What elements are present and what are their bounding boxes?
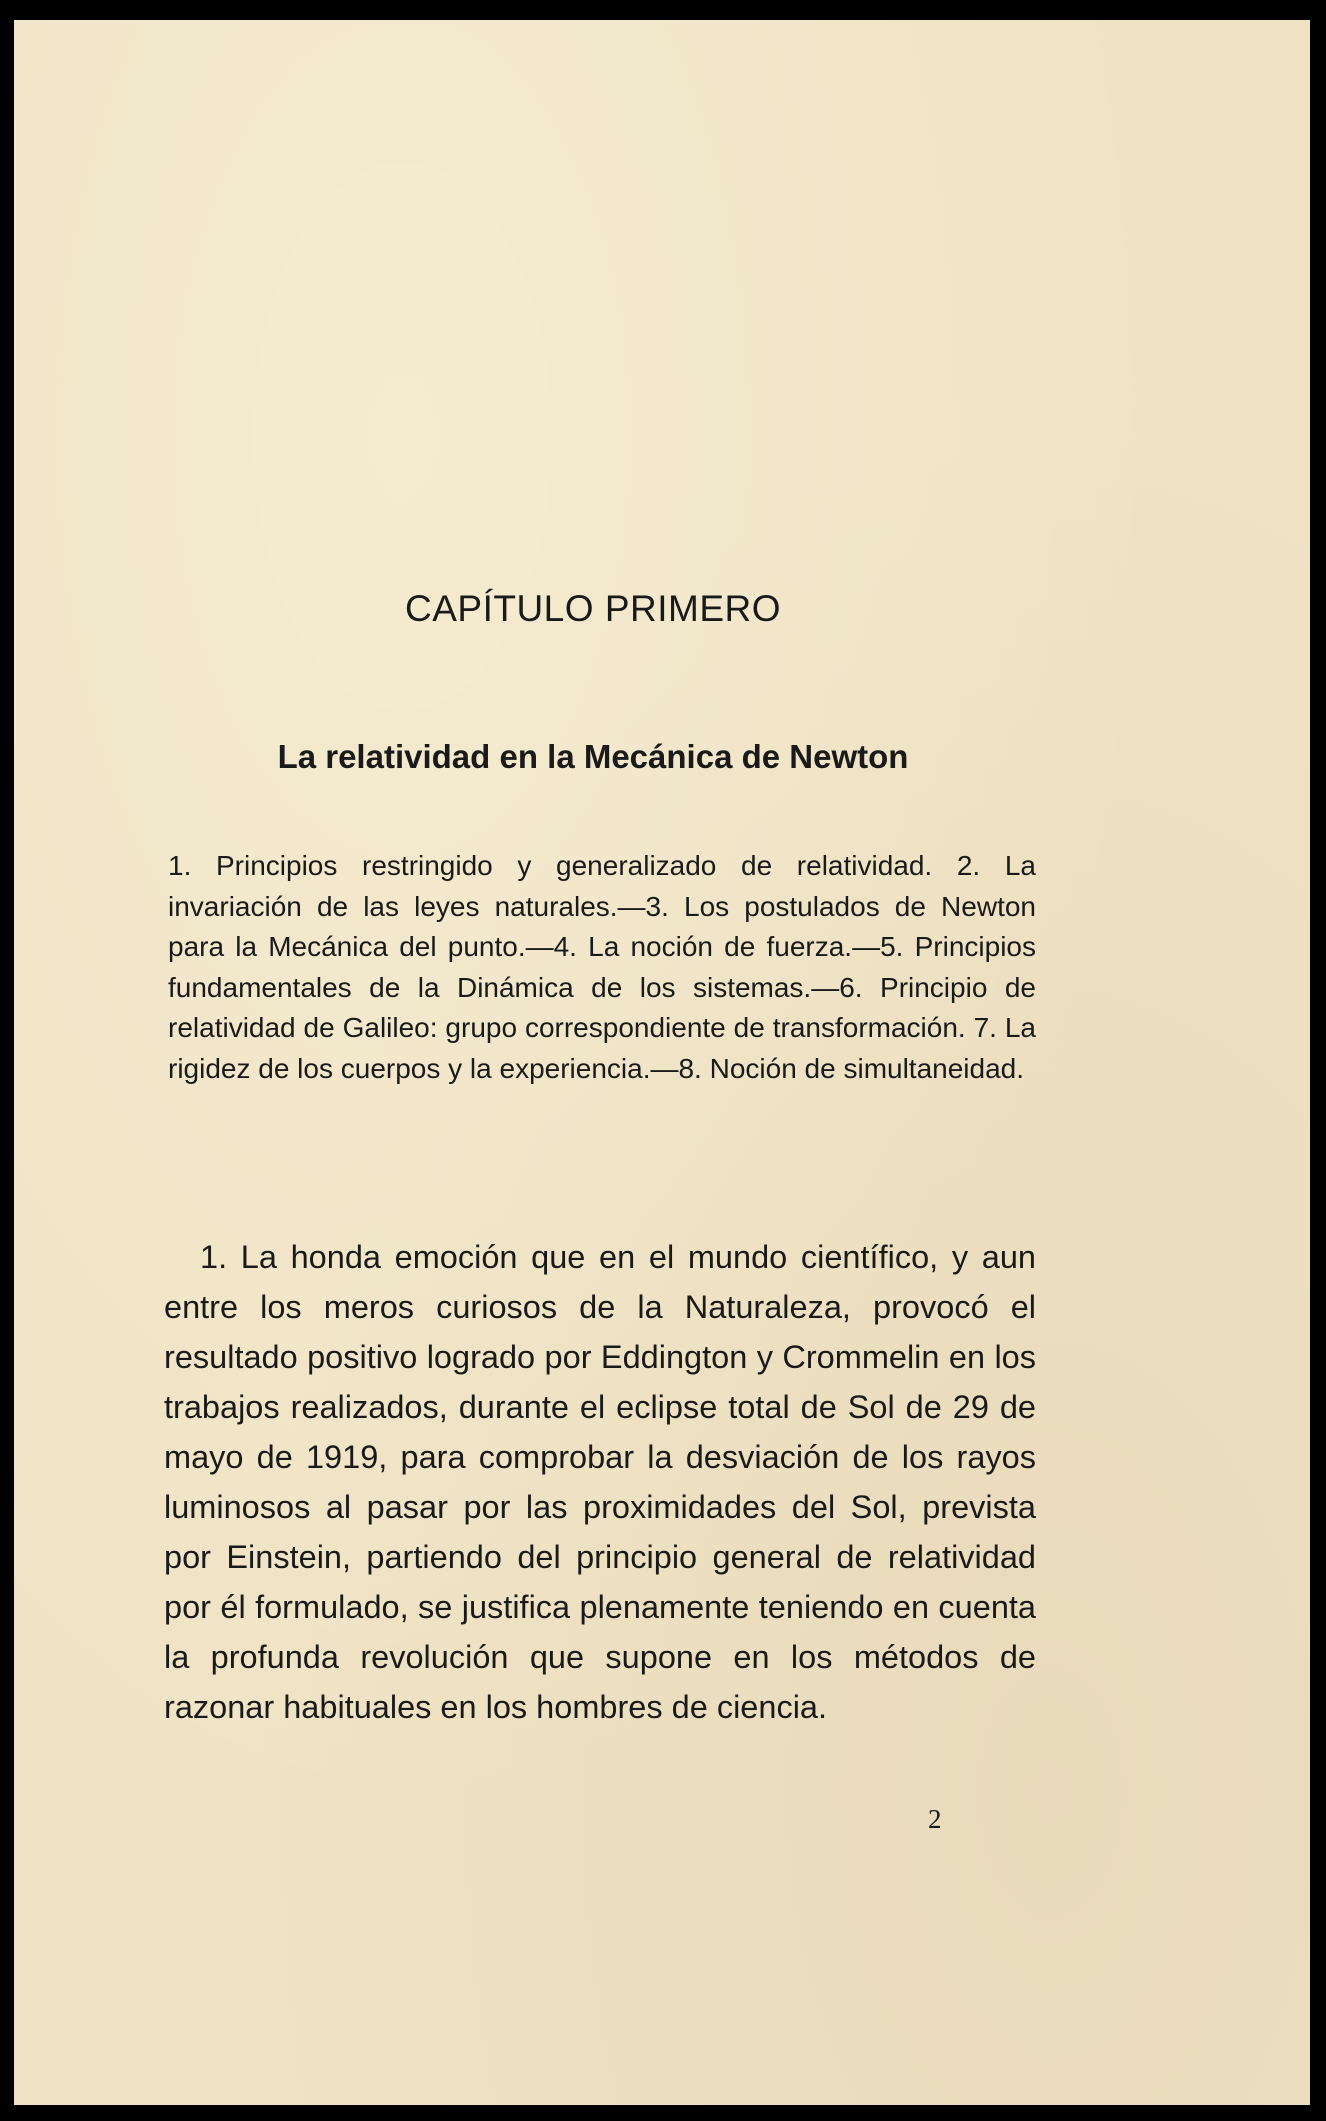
chapter-subtitle: La relatividad en la Mecánica de Newton	[277, 738, 909, 775]
page-number: 2	[928, 1804, 942, 1834]
book-page	[14, 20, 1310, 2105]
chapter-summary: 1. Principios restringido y generalizado de relatividad. 2. La invariación de las leyes naturales.—3. Los postulados de Newton para la Mecánica del punto.—4. La noción de fuerza.—5. Principios fundamentales de la Dinámica de los sistemas.—6. Principio de relatividad de Galileo: grupo correspondiente de transformación. 7. La rigidez de los cuerpos y la experiencia.—8. Noción de simultaneidad.	[168, 850, 1036, 1084]
chapter-title: CAPÍTULO PRIMERO	[405, 588, 781, 629]
body-paragraph: 1. La honda emoción que en el mundo científico, y aun entre los meros curiosos de la Naturaleza, provocó el resultado positivo logrado por Eddington y Crommelin en los trabajos realizados, durante el eclipse total de Sol de 29 de mayo de 1919, para comprobar la desviación de los rayos luminosos al pasar por las proximidades del Sol, prevista por Einstein, partiendo del principio general de relatividad por él formulado, se justifica plenamente teniendo en cuenta la profunda revolución que supone en los métodos de razonar habituales en los hombres de ciencia.	[164, 1239, 1036, 1725]
